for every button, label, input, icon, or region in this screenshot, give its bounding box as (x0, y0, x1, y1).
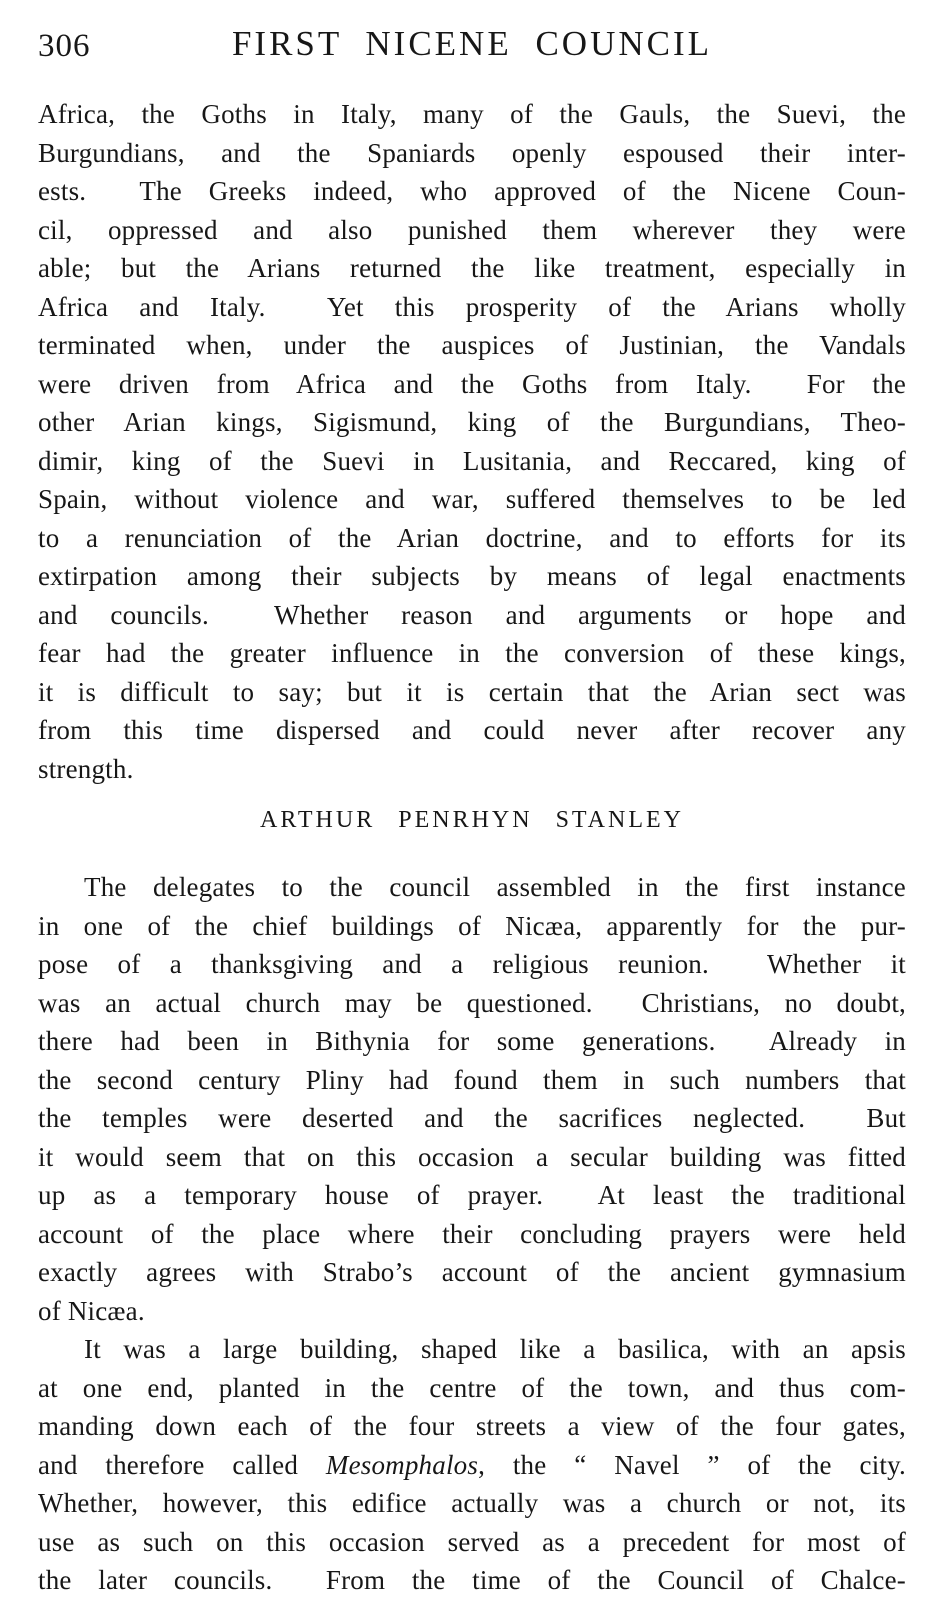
paragraph (38, 868, 906, 1330)
text-line: it would seem that on this occasion a secular building was fitted (38, 1141, 906, 1172)
text-line: Africa, the Goths in Italy, many of the Gauls, the Suevi, the (38, 99, 906, 129)
body-text (38, 95, 906, 1600)
text-line: extirpation among their subjects by means of legal enactments (38, 561, 906, 591)
text-line: at one end, planted in the centre of the town, and thus com- (38, 1372, 906, 1403)
section-heading: ARTHUR PENRHYN STANLEY (260, 807, 684, 833)
text-line: was an actual church may be questioned. Christians, no doubt, (38, 987, 906, 1018)
paragraph (38, 95, 906, 788)
paragraph-group-1 (38, 95, 906, 788)
text-line: other Arian kings, Sigismund, king of the Burgundians, Theo- (38, 407, 906, 437)
text-line: cil, oppressed and also punished them wherever they were (38, 214, 906, 245)
text-line: pose of a thanksgiving and a religious reunion. Whether it (38, 949, 906, 979)
text-line: exactly agrees with Strabo’s account of the ancient gymnasium (38, 1257, 906, 1287)
text-line: were driven from Africa and the Goths from Italy. For the (38, 368, 906, 399)
text-line: to a renunciation of the Arian doctrine, and to efforts for its (38, 522, 906, 553)
text-line: terminated when, under the auspices of Justinian, the Vandals (38, 330, 906, 360)
text-line: The delegates to the council assembled in the first instance (84, 872, 906, 902)
text-line: there had been in Bithynia for some generations. Already in (38, 1026, 906, 1056)
text-line: strength. (38, 753, 134, 784)
text-line: Africa and Italy. Yet this prosperity of the Arians wholly (38, 291, 906, 322)
text-line: manding down each of the four streets a view of the four gates, (38, 1411, 906, 1441)
text-line: Spain, without violence and war, suffered themselves to be led (38, 484, 906, 514)
text-line: Burgundians, and the Spaniards openly espoused their inter- (38, 137, 906, 168)
running-title: FIRST NICENE COUNCIL (231, 24, 713, 63)
text-line: fear had the greater influence in the conversion of these kings, (38, 638, 906, 668)
text-line: dimir, king of the Suevi in Lusitania, and Reccared, king of (38, 445, 906, 476)
text-line: and therefore called Mesomphalos, the “ Navel ” of the city. (38, 1449, 906, 1480)
page-number: 306 (38, 28, 91, 64)
text-line: the later councils. From the time of the Council of Chalce- (38, 1565, 906, 1595)
text-line: It was a large building, shaped like a basilica, with an apsis (84, 1334, 906, 1364)
text-line: from this time dispersed and could never after recover any (38, 715, 906, 745)
text-line: account of the place where their concluding prayers were held (38, 1218, 906, 1249)
text-line: in one of the chief buildings of Nicæa, apparently for the pur- (38, 910, 906, 941)
text-line: and councils. Whether reason and arguments or hope and (38, 599, 906, 630)
text-line: up as a temporary house of prayer. At least the traditional (38, 1180, 906, 1210)
paragraph (38, 1330, 906, 1600)
text-line: use as such on this occasion served as a precedent for most of (38, 1526, 906, 1557)
paragraph-group-2 (38, 868, 906, 1600)
text-line: the second century Pliny had found them in such numbers that (38, 1064, 906, 1095)
text-line: of Nicæa. (38, 1295, 145, 1326)
text-line: able; but the Arians returned the like treatment, especially in (38, 253, 906, 283)
text-line: ests. The Greeks indeed, who approved of the Nicene Coun- (38, 176, 906, 206)
page-header (38, 24, 906, 66)
text-line: the temples were deserted and the sacrifices neglected. But (38, 1103, 906, 1133)
text-line: Whether, however, this edifice actually was a church or not, its (38, 1488, 906, 1518)
text-line: it is difficult to say; but it is certain that the Arian sect was (38, 676, 906, 707)
